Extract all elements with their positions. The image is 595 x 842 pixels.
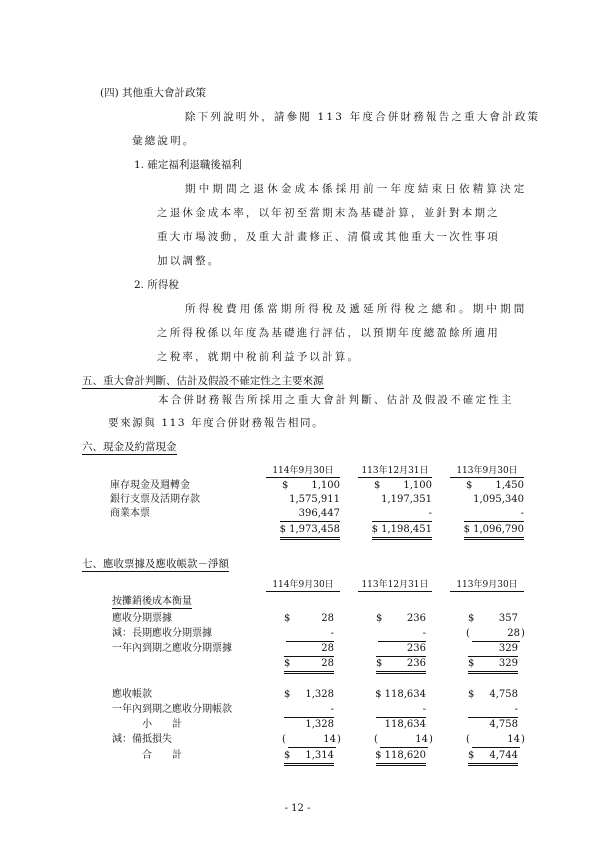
close-paren: ) xyxy=(337,734,341,745)
total-cell: 236 xyxy=(406,658,426,669)
currency-symbol: $ xyxy=(468,689,475,700)
item-1-line-1: 期中期間之退休金成本係採用前一年度結束日依精算決定 xyxy=(185,183,528,195)
table-row-label: 應收分期票據 xyxy=(112,613,172,624)
table-cell: $ 118,634 xyxy=(375,689,426,700)
table-row-label: 減：長期應收分期票據 xyxy=(112,628,212,639)
table-row-label: 銀行支票及活期存款 xyxy=(110,494,200,505)
currency-symbol: $ xyxy=(284,658,291,669)
table-row-label: 應收帳款 xyxy=(112,689,152,700)
table-cell: 1,100 xyxy=(403,480,432,491)
table-cell: - xyxy=(330,704,334,715)
table-cell: 1,100 xyxy=(311,480,340,491)
total-double-rule xyxy=(284,763,334,766)
page-number: - 12 - xyxy=(284,803,311,814)
item-2-line-3: 之稅率，就期中稅前利益予以計算。 xyxy=(157,351,361,363)
sec6-header-col-2: 113年12月31日 xyxy=(358,465,432,478)
table-cell: 396,447 xyxy=(298,508,340,519)
sec7-header-col-3: 113年9月30日 xyxy=(450,579,524,592)
section-5-line-1: 本合併財務報告所採用之重大會計判斷、估計及假設不確定性主 xyxy=(158,394,514,406)
currency-symbol: $ xyxy=(468,658,475,669)
item-1-title: 1. 確定福利退職後福利 xyxy=(134,159,242,171)
item-2-title: 2. 所得稅 xyxy=(134,279,179,291)
table-cell: 118,634 xyxy=(384,719,426,730)
item-1-line-4: 加以調整。 xyxy=(157,255,221,267)
close-paren: ) xyxy=(521,734,525,745)
section-4-heading: (四) 其他重大會計政策 xyxy=(100,87,207,99)
sec7-header-col-2: 113年12月31日 xyxy=(358,579,432,592)
total-cell: 329 xyxy=(498,658,518,669)
item-2-line-1: 所得稅費用係當期所得稅及遞延所得稅之總和。期中期間 xyxy=(185,303,528,315)
total-double-rule xyxy=(376,763,426,766)
table-row-label: 一年內到期之應收分期票據 xyxy=(112,643,232,654)
table-cell: 236 xyxy=(406,613,426,624)
subtotal-rule xyxy=(380,747,428,748)
total-double-rule xyxy=(280,537,340,540)
total-cell: $ 1,973,458 xyxy=(279,524,340,535)
table-cell: 28 xyxy=(321,613,334,624)
currency-symbol: $ xyxy=(284,689,291,700)
table-cell: 357 xyxy=(498,613,518,624)
table-cell: - xyxy=(514,704,518,715)
total-cell: 4,744 xyxy=(489,750,518,761)
currency-symbol: $ xyxy=(284,750,291,761)
table-row-label: 合 計 xyxy=(142,750,182,761)
total-cell: $ 118,620 xyxy=(375,750,426,761)
subtotal-rule xyxy=(280,521,340,522)
total-double-rule xyxy=(468,763,518,766)
table-row-label: 一年內到期之應收分期帳款 xyxy=(112,704,232,715)
item-2-line-2: 之所得稅係以年度為基礎進行評估，以預期年度總盈餘所適用 xyxy=(157,327,500,339)
item-1-line-2: 之退休金成本率，以年初至當期末為基礎計算，並針對本期之 xyxy=(157,207,500,219)
currency-symbol: $ xyxy=(468,750,475,761)
total-cell: $ 1,198,451 xyxy=(371,524,432,535)
total-double-rule xyxy=(284,671,334,674)
total-cell: $ 1,096,790 xyxy=(463,524,524,535)
total-double-rule xyxy=(372,537,432,540)
table-cell: - xyxy=(422,704,426,715)
currency-symbol: $ xyxy=(284,613,291,624)
table-cell: 14 xyxy=(507,734,520,745)
table-cell: 1,450 xyxy=(495,480,524,491)
table-cell: 4,758 xyxy=(489,689,518,700)
currency-symbol: $ xyxy=(376,613,383,624)
currency-symbol: $ xyxy=(466,480,473,491)
total-cell: 28 xyxy=(321,658,334,669)
table-cell: 1,575,911 xyxy=(289,494,340,505)
total-double-rule xyxy=(376,671,426,674)
table-cell: 236 xyxy=(406,643,426,654)
total-cell: 1,314 xyxy=(305,750,334,761)
table-cell: - xyxy=(520,508,524,519)
currency-symbol: $ xyxy=(374,480,381,491)
close-paren: ) xyxy=(521,628,525,639)
sec7-header-col-1: 114年9月30日 xyxy=(266,579,340,592)
table-row-label: 小 計 xyxy=(142,719,182,730)
table-row-label: 減：備抵損失 xyxy=(112,734,172,745)
currency-symbol: $ xyxy=(282,480,289,491)
section-6-heading: 六、現金及約當現金 xyxy=(82,441,177,453)
table-cell: 28 xyxy=(321,643,334,654)
total-double-rule xyxy=(468,671,518,674)
open-paren: ( xyxy=(282,734,286,745)
table-cell: 1,197,351 xyxy=(381,494,432,505)
currency-symbol: $ xyxy=(376,658,383,669)
section-4-paragraph-line-1: 除下列說明外，請參閱 113 年度合併財務報告之重大會計政策 xyxy=(185,111,541,123)
table-cell: - xyxy=(428,508,432,519)
currency-symbol: $ xyxy=(468,613,475,624)
sec6-header-col-3: 113年9月30日 xyxy=(450,465,524,478)
table-row-label: 庫存現金及週轉金 xyxy=(110,480,190,491)
open-paren: ( xyxy=(466,628,470,639)
section-4-paragraph-line-2: 彙總說明。 xyxy=(132,135,196,147)
open-paren: ( xyxy=(466,734,470,745)
table-cell: 1,328 xyxy=(305,689,334,700)
table-cell: 1,328 xyxy=(305,719,334,730)
section-5-heading: 五、重大會計判斷、估計及假設不確定性之主要來源 xyxy=(82,375,324,387)
table-cell: 1,095,340 xyxy=(473,494,524,505)
sec7-subheading: 按攤銷後成本衡量 xyxy=(112,596,192,607)
subtotal-rule xyxy=(472,747,520,748)
table-cell: 14 xyxy=(323,734,336,745)
table-cell: - xyxy=(330,628,334,639)
table-cell: 4,758 xyxy=(489,719,518,730)
sec6-header-col-1: 114年9月30日 xyxy=(266,465,340,478)
section-5-line-2: 要來源與 113 年度合併財務報告相同。 xyxy=(108,417,325,429)
item-1-line-3: 重大市場波動，及重大計畫修正、清償或其他重大一次性事項 xyxy=(157,231,500,243)
table-cell: 14 xyxy=(415,734,428,745)
subtotal-rule xyxy=(288,747,336,748)
subtotal-rule xyxy=(372,521,432,522)
table-cell: 28 xyxy=(507,628,520,639)
section-7-heading: 七、應收票據及應收帳款－淨額 xyxy=(82,558,229,570)
total-double-rule xyxy=(464,537,524,540)
close-paren: ) xyxy=(429,734,433,745)
subtotal-rule xyxy=(464,521,524,522)
table-row-label: 商業本票 xyxy=(110,508,150,519)
table-cell: - xyxy=(422,628,426,639)
table-cell: 329 xyxy=(498,643,518,654)
open-paren: ( xyxy=(374,734,378,745)
